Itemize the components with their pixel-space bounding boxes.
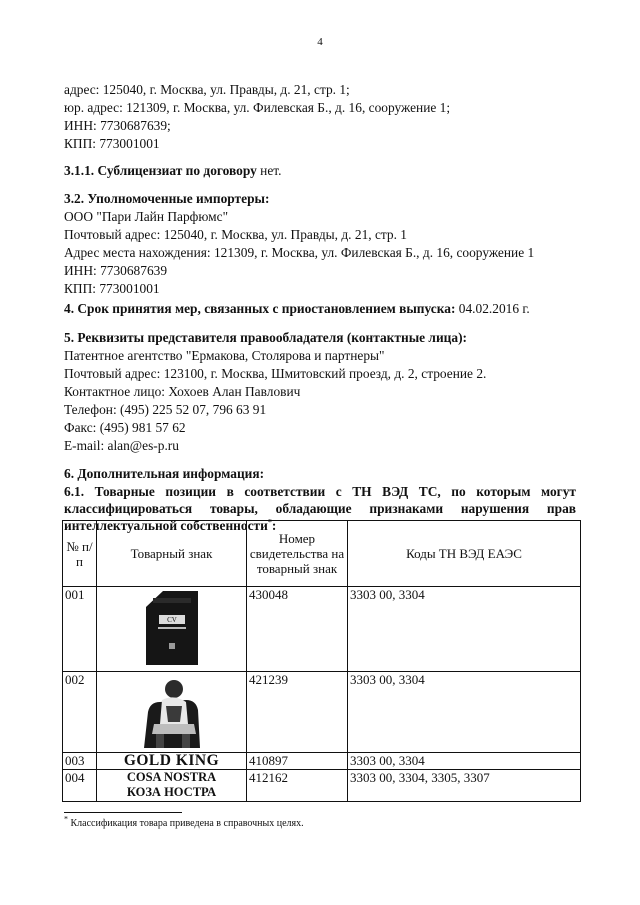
rep-agency-name: Патентное агентство "Ермакова, Столярова и партнеры": [64, 348, 385, 363]
section-3-1-1-heading: 3.1.1. Сублицензиат по договору: [64, 163, 257, 178]
row-mark-image: [97, 672, 247, 753]
rep-phone: Телефон: (495) 225 52 07, 796 63 91: [64, 402, 267, 417]
section-6-heading: 6. Дополнительная информация:: [64, 466, 265, 481]
section-6-1-colon: :: [271, 518, 277, 533]
header-mark: Товарный знак: [97, 521, 247, 587]
section-6-1-text: 6.1. Товарные позиции в соответствии с ТН ВЭД ТС, по которым могут классифицироваться товары, обладающие признаками нарушения прав интеллектуальной собственности: [64, 484, 576, 533]
footnote-star: *: [64, 814, 68, 824]
importer-postal-address: Почтовый адрес: 125040, г. Москва, ул. Правды, д. 21, стр. 1: [64, 227, 408, 242]
table-row: [63, 672, 581, 753]
importer-kpp: КПП: 773001001: [64, 281, 160, 296]
row-cert: 410897: [247, 753, 348, 770]
table-header-row: [63, 521, 581, 587]
table-row: [63, 753, 581, 770]
page-number: 4: [317, 36, 323, 48]
row-codes: 3303 00, 3304, 3305, 3307: [348, 770, 581, 802]
section-4-date: 04.02.2016 г.: [455, 301, 530, 316]
row-codes: 3303 00, 3304: [348, 587, 581, 672]
rep-contact-person: Контактное лицо: Хохоев Алан Павлович: [64, 384, 301, 399]
trademark-table: [62, 517, 581, 802]
table-row: [63, 587, 581, 672]
section-3-2-heading: 3.2. Уполномоченные импортеры:: [64, 191, 270, 206]
row-mark: [97, 770, 247, 802]
row-mark: [97, 753, 247, 770]
header-cert: Номер свидетельства на товарный знак: [247, 521, 348, 587]
importer-name: ООО "Пари Лайн Парфюмс": [64, 209, 229, 224]
row-mark-image: [97, 587, 247, 672]
row-num: 004: [63, 770, 97, 802]
footnote-marker: *: [267, 517, 272, 527]
licensee-kpp: КПП: 773001001: [64, 136, 160, 151]
header-num: № п/п: [63, 521, 97, 587]
licensee-address: адрес: 125040, г. Москва, ул. Правды, д. 21, стр. 1;: [64, 82, 350, 97]
rep-fax: Факс: (495) 981 57 62: [64, 420, 186, 435]
rep-postal-address: Почтовый адрес: 123100, г. Москва, Шмитовский проезд, д. 2, строение 2.: [64, 366, 487, 381]
footnote-divider: [64, 812, 182, 813]
row-num: 002: [63, 672, 97, 753]
trademark-gold-king: GOLD KING: [123, 752, 220, 769]
row-cert: 421239: [247, 672, 348, 753]
table-row: [63, 770, 581, 802]
footnote: [64, 814, 304, 829]
row-num: 001: [63, 587, 97, 672]
section-3-1-1-value: нет.: [256, 163, 282, 178]
section-4-heading: 4. Срок принятия мер, связанных с приостановлением выпуска:: [64, 301, 456, 316]
section-3-1-1: [64, 162, 281, 179]
row-cert: 430048: [247, 587, 348, 672]
row-codes: 3303 00, 3304: [348, 753, 581, 770]
licensee-inn: ИНН: 7730687639;: [64, 118, 171, 133]
section-5-heading: 5. Реквизиты представителя правообладателя (контактные лица):: [64, 330, 467, 345]
rep-email: E-mail: alan@es-p.ru: [64, 438, 179, 453]
trademark-cosa-nostra-cyrillic: КОЗА НОСТРА: [126, 785, 217, 799]
row-codes: 3303 00, 3304: [348, 672, 581, 753]
perfume-box-image: [143, 587, 201, 667]
seated-figure-image: [136, 672, 208, 750]
svg-text:CV: CV: [166, 616, 177, 624]
importer-location-address: Адрес места нахождения: 121309, г. Москва, ул. Филевская Б., д. 16, сооружение 1: [64, 245, 535, 260]
row-cert: 412162: [247, 770, 348, 802]
header-codes: Коды ТН ВЭД ЕАЭС: [348, 521, 581, 587]
importer-inn: ИНН: 7730687639: [64, 263, 168, 278]
footnote-text: Классификация товара приведена в справочных целях.: [68, 818, 304, 829]
row-num: 003: [63, 753, 97, 770]
licensee-legal-address: юр. адрес: 121309, г. Москва, ул. Филевская Б., д. 16, сооружение 1;: [64, 100, 451, 115]
trademark-cosa-nostra-latin: COSA NOSTRA: [126, 770, 217, 784]
section-4: [64, 300, 530, 317]
